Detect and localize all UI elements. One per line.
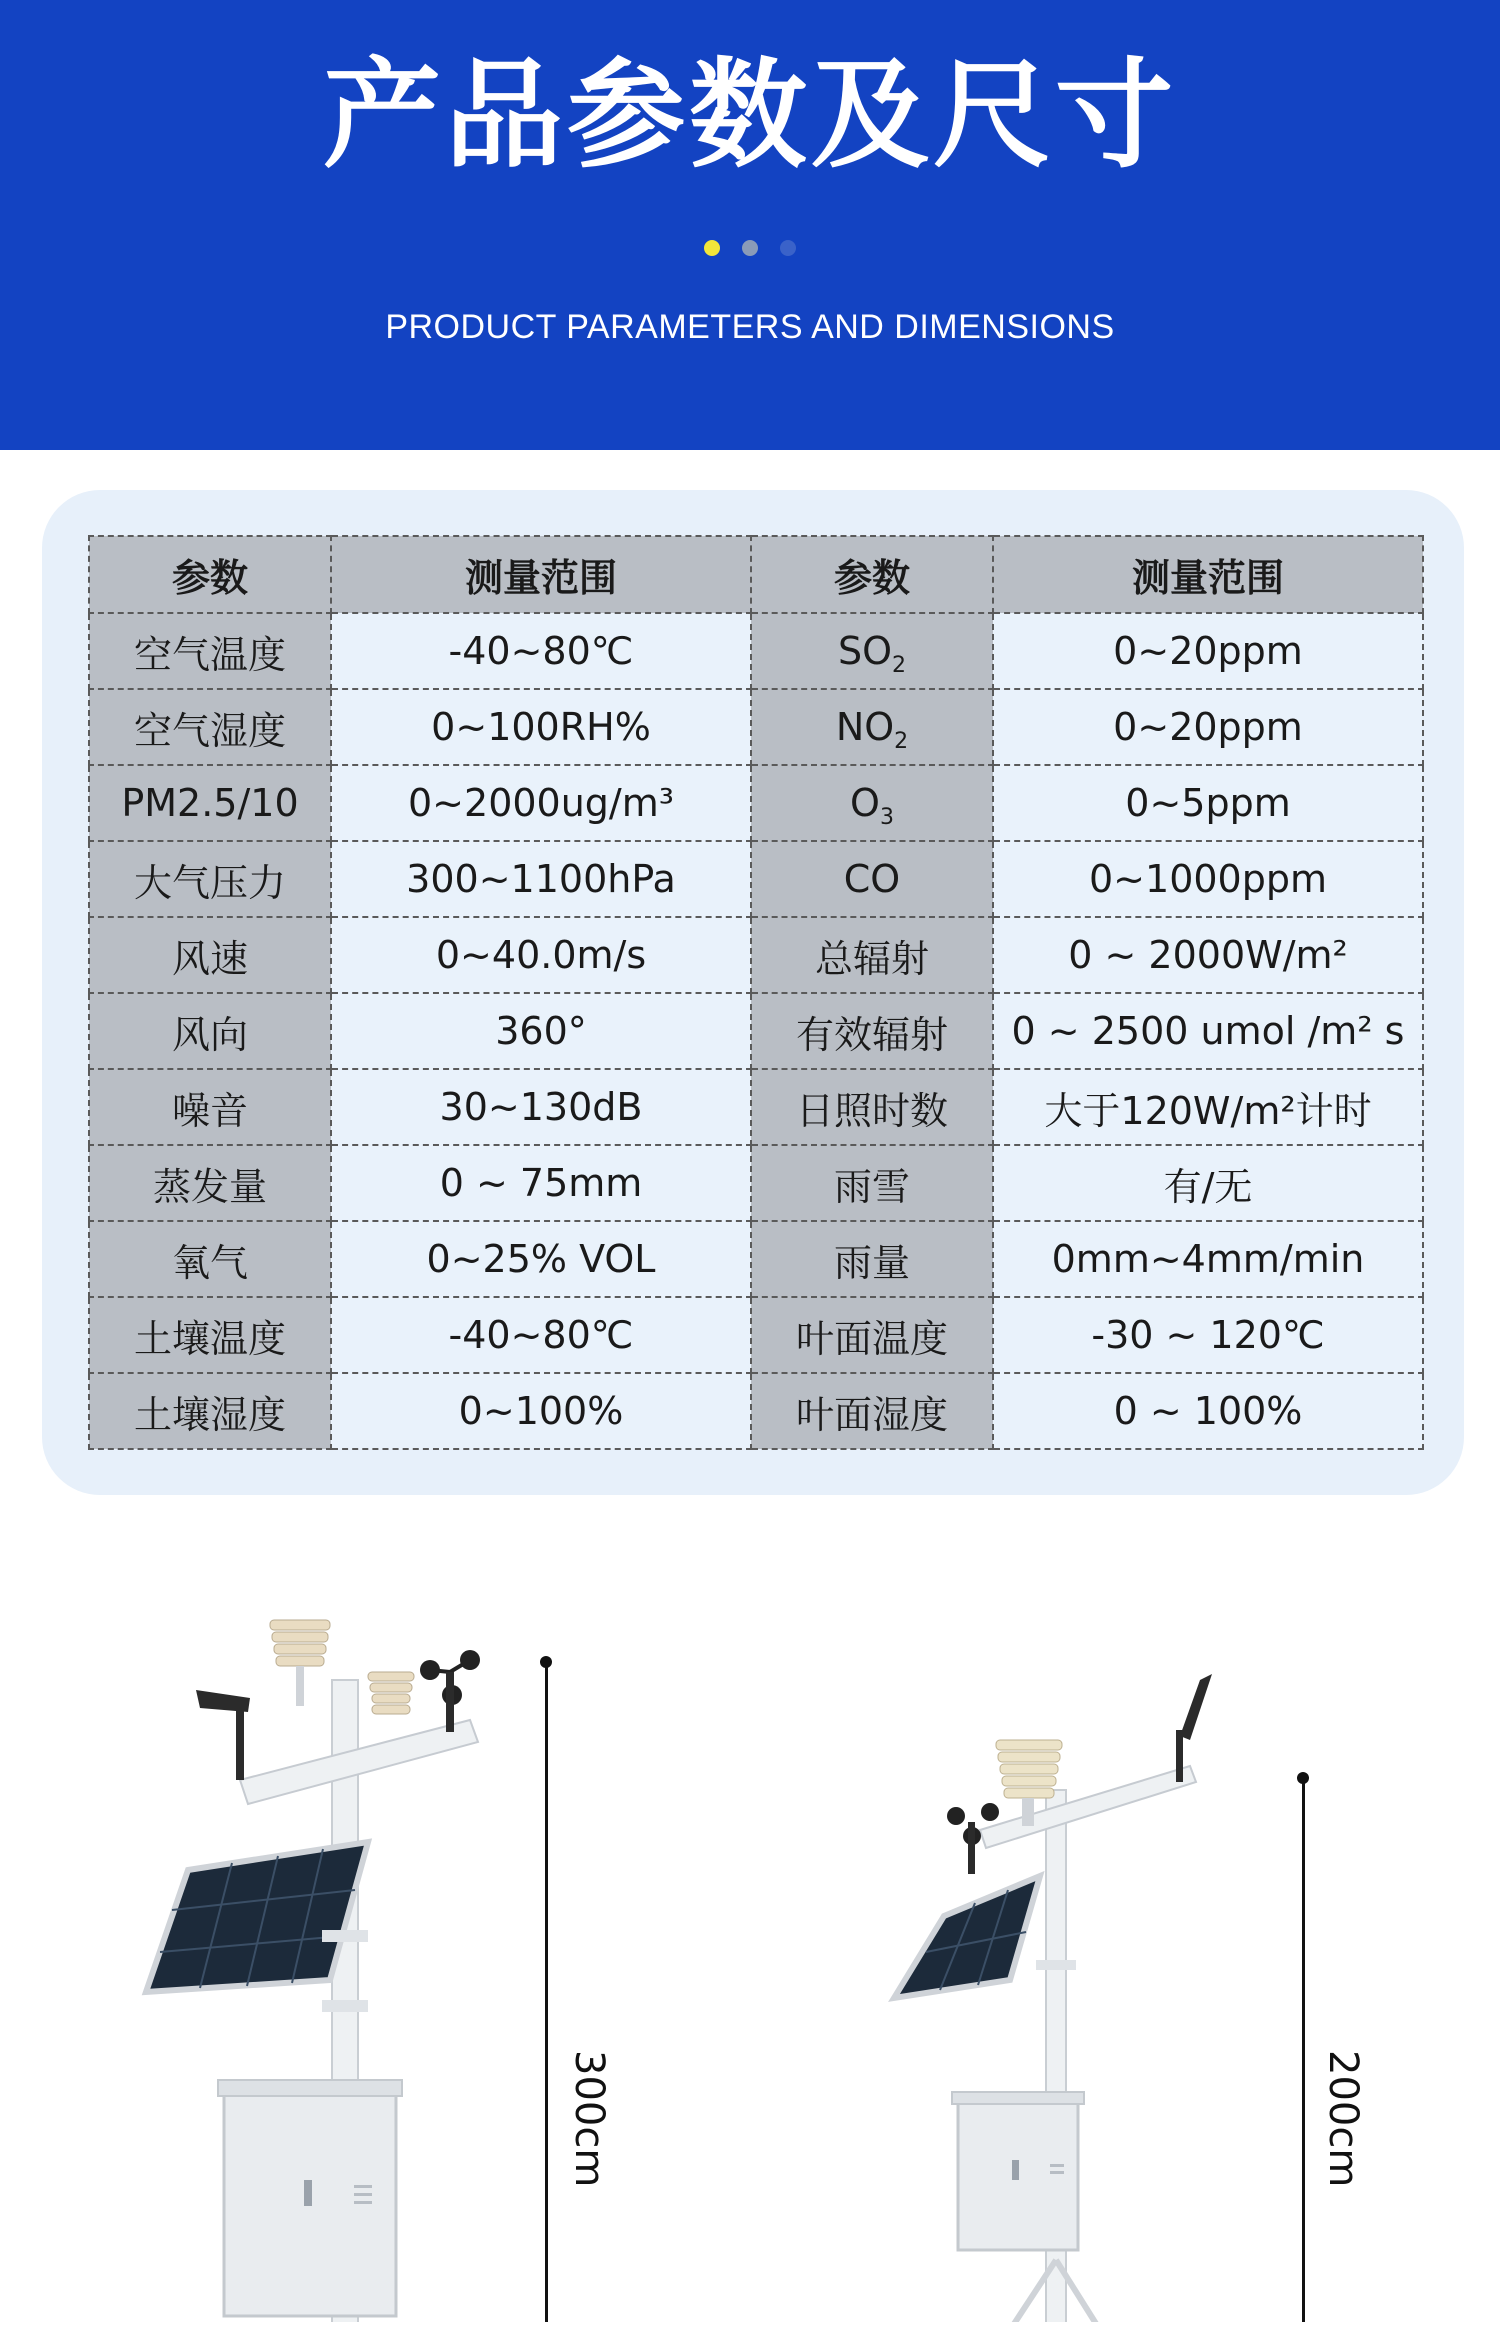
param-range xyxy=(331,841,751,917)
param-name xyxy=(751,1297,993,1373)
param-name xyxy=(751,613,993,689)
param-name xyxy=(89,1373,331,1449)
param-name-text: 土壤温度 xyxy=(133,1316,286,1361)
param-range xyxy=(331,1069,751,1145)
param-name-text: 土壤湿度 xyxy=(133,1392,286,1437)
param-range-text: 0~40.0m/s xyxy=(435,933,647,977)
param-range-text: 0~5ppm xyxy=(1125,781,1291,825)
param-name-subscript: 2 xyxy=(894,729,909,754)
param-range xyxy=(993,1145,1423,1221)
table-row xyxy=(89,917,1423,993)
station-large xyxy=(146,1620,552,2322)
product-images xyxy=(0,1560,1500,2322)
param-name-text: PM2.5/10 xyxy=(121,781,299,825)
height-label-large: 300cm xyxy=(566,2050,612,2188)
param-name xyxy=(89,689,331,765)
radiation-shield-icon xyxy=(270,1620,330,1706)
param-range xyxy=(331,917,751,993)
param-range xyxy=(331,613,751,689)
param-range xyxy=(993,613,1423,689)
table-row xyxy=(89,841,1423,917)
param-name xyxy=(89,1297,331,1373)
param-range-text: 0~20ppm xyxy=(1113,705,1303,749)
param-name xyxy=(89,1221,331,1297)
param-name-subscript: 2 xyxy=(892,653,907,678)
param-name-text: 风速 xyxy=(171,936,248,981)
header-banner xyxy=(0,0,1500,450)
param-range-text: 大于120W/m²计时 xyxy=(1044,1088,1372,1133)
param-name xyxy=(751,993,993,1069)
param-range-text: 0 ~ 100% xyxy=(1113,1389,1303,1433)
param-name xyxy=(751,841,993,917)
param-name xyxy=(89,993,331,1069)
param-range xyxy=(993,765,1423,841)
table-row xyxy=(89,689,1423,765)
param-name xyxy=(751,1145,993,1221)
param-name xyxy=(751,1221,993,1297)
param-name-text: 总辐射 xyxy=(814,936,929,981)
param-range-text: -40~80℃ xyxy=(448,629,634,673)
param-name-text: 蒸发量 xyxy=(152,1164,267,1209)
param-range-text: 0 ~ 75mm xyxy=(439,1161,643,1205)
param-name-text: 空气湿度 xyxy=(133,708,286,753)
page-subtitle: PRODUCT PARAMETERS AND DIMENSIONS xyxy=(385,308,1115,346)
control-box-icon xyxy=(218,2080,402,2316)
control-box-icon xyxy=(952,2092,1084,2250)
param-name-text: SO xyxy=(837,629,893,673)
table-header-row xyxy=(89,536,1423,613)
param-range-text: -30 ~ 120℃ xyxy=(1091,1313,1325,1357)
param-range-text: 0 ~ 2000W/m² xyxy=(1068,933,1348,977)
param-name-text: 风向 xyxy=(171,1012,248,1057)
param-name xyxy=(751,917,993,993)
param-name xyxy=(751,1069,993,1145)
table-row xyxy=(89,1069,1423,1145)
param-range-text: 0~1000ppm xyxy=(1089,857,1327,901)
header-range: 测量范围 xyxy=(331,536,751,613)
param-name-text: 空气温度 xyxy=(133,632,286,677)
param-range-text: -40~80℃ xyxy=(448,1313,634,1357)
param-range-text: 300~1100hPa xyxy=(406,857,676,901)
params-table xyxy=(88,535,1424,1450)
wind-vane-icon xyxy=(1176,1674,1212,1782)
param-name-text: NO xyxy=(835,705,895,749)
param-range xyxy=(331,993,751,1069)
dot xyxy=(780,240,796,256)
param-name-text: 噪音 xyxy=(171,1088,248,1133)
carousel-dots xyxy=(0,240,1500,256)
header-param: 参数 xyxy=(751,536,993,613)
dot xyxy=(742,240,758,256)
page-title: 产品参数及尺寸 xyxy=(322,46,1177,184)
param-name xyxy=(89,1145,331,1221)
param-name-text: 有效辐射 xyxy=(795,1012,948,1057)
param-range xyxy=(993,841,1423,917)
param-range-text: 0 ~ 2500 umol /m² s xyxy=(1011,1009,1405,1053)
wind-vane-icon xyxy=(196,1690,250,1780)
param-range xyxy=(993,1373,1423,1449)
param-name-text: 雨量 xyxy=(833,1240,910,1285)
radiation-shield-small-icon xyxy=(368,1672,414,1714)
param-name-subscript: 3 xyxy=(879,805,894,830)
param-range xyxy=(331,1221,751,1297)
param-name-text: 雨雪 xyxy=(833,1164,910,1209)
dimension-line-large xyxy=(540,1656,552,2322)
param-range-text: 30~130dB xyxy=(439,1085,643,1129)
station-small xyxy=(894,1674,1309,2322)
table-row xyxy=(89,765,1423,841)
param-range xyxy=(331,765,751,841)
param-name xyxy=(89,841,331,917)
param-range-text: 0~2000ug/m³ xyxy=(408,781,674,825)
header-param: 参数 xyxy=(89,536,331,613)
header-range: 测量范围 xyxy=(993,536,1423,613)
param-range xyxy=(993,1069,1423,1145)
table-row xyxy=(89,993,1423,1069)
param-range xyxy=(993,993,1423,1069)
param-name xyxy=(89,917,331,993)
table-row xyxy=(89,1297,1423,1373)
param-name xyxy=(89,613,331,689)
param-range xyxy=(993,1297,1423,1373)
param-range-text: 0~100% xyxy=(458,1389,624,1433)
param-range xyxy=(993,917,1423,993)
param-range xyxy=(331,1145,751,1221)
param-range-text: 0mm~4mm/min xyxy=(1051,1237,1365,1281)
param-range-text: 有/无 xyxy=(1163,1164,1253,1209)
param-range xyxy=(993,689,1423,765)
param-range-text: 0~25% VOL xyxy=(426,1237,656,1281)
param-range-text: 360° xyxy=(495,1009,587,1053)
param-range-text: 0~20ppm xyxy=(1113,629,1303,673)
table-row xyxy=(89,1373,1423,1449)
table-row xyxy=(89,1221,1423,1297)
param-name-text: 叶面湿度 xyxy=(795,1392,948,1437)
param-name-text: CO xyxy=(843,857,901,901)
param-name xyxy=(751,1373,993,1449)
table-row xyxy=(89,1145,1423,1221)
param-name xyxy=(89,765,331,841)
solar-panel-icon xyxy=(894,1876,1040,1998)
param-name xyxy=(751,765,993,841)
param-name-text: O xyxy=(850,781,880,825)
dimension-line-small xyxy=(1297,1772,1309,2322)
param-name-text: 氧气 xyxy=(171,1240,248,1285)
dot-active xyxy=(704,240,720,256)
param-name-text: 叶面温度 xyxy=(795,1316,948,1361)
height-label-small: 200cm xyxy=(1320,2050,1366,2188)
param-name-text: 日照时数 xyxy=(795,1088,948,1133)
anemometer-icon xyxy=(420,1650,480,1732)
weather-stations-illustration xyxy=(0,1560,1500,2322)
param-range xyxy=(331,1373,751,1449)
param-name xyxy=(751,689,993,765)
table-row xyxy=(89,613,1423,689)
param-range xyxy=(331,689,751,765)
param-range xyxy=(331,1297,751,1373)
param-range xyxy=(993,1221,1423,1297)
param-name-text: 大气压力 xyxy=(133,860,286,905)
param-range-text: 0~100RH% xyxy=(431,705,651,749)
param-name xyxy=(89,1069,331,1145)
